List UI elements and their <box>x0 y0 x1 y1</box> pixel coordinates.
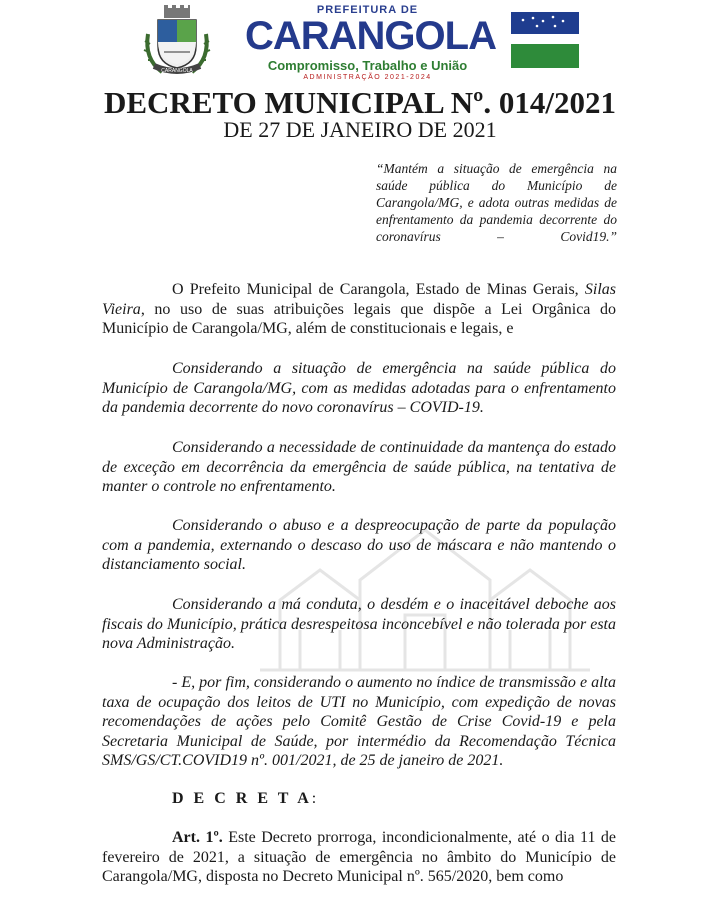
preamble-paragraph <box>102 280 616 339</box>
coat-of-arms-icon <box>140 4 214 78</box>
whereas-text-3: Considerando o abuso e a despreocupação de parte da população com a pandemia, externando o descaso do uso de máscara e não mantendo o distanciamento social. <box>102 517 616 574</box>
decree-title: DECRETO MUNICIPAL Nº. 014/2021 <box>103 85 616 120</box>
whereas-text-4: Considerando a má conduta, o desdém e o inaceitável deboche aos fiscais do Município, prática desrespeitosa inconcebível e não tolerada por esta nova Administração. <box>102 596 616 653</box>
decreta-word: D E C R E T A <box>172 790 312 807</box>
decree-summary <box>376 160 617 245</box>
article-1-text: Este Decreto prorroga, incondicionalmente, até o dia 11 de fevereiro de 2021, a situação de emergência no âmbito do Município de Carangola/MG, disposta no Decreto Municipal nº. 565/2020, bem como <box>102 829 617 886</box>
municipal-flag-icon <box>511 12 579 68</box>
whereas-text-5: - E, por fim, considerando o aumento no índice de transmissão e alta taxa de ocupação dos leitos de UTI no Município, com expedição de novas recomendações de ações pelo Comitê Gestão de Crise Covid-19 e pela Secretaria Municipal de Saúde, por intermédio da Recomendação Técnica SMS/GS/CT.COVID19 nº. 001/2021, de 25 de janeiro de 2021. <box>102 674 616 770</box>
logo-city-name: CARANGOLA <box>245 14 496 58</box>
whereas-clause-1 <box>102 359 616 418</box>
article-1-label: Art. 1º. <box>172 829 223 846</box>
decree-date: DE 27 DE JANEIRO DE 2021 <box>223 117 497 142</box>
whereas-clause-5 <box>102 673 616 771</box>
logo-prefeitura-text: PREFEITURA DE <box>316 4 419 16</box>
decreta-colon: : <box>311 790 317 807</box>
whereas-text-2: Considerando a necessidade de continuidade da mantença do estado de exceção em decorrência da emergência de saúde pública, na tentativa de manter o controle no enfrentamento. <box>102 439 616 496</box>
whereas-text-1: Considerando a situação de emergência na saúde pública do Município de Carangola/MG, com as medidas adotadas para o enfrentamento da pandemia decorrente do novo coronavírus – COVID-19. <box>102 360 616 417</box>
decreta-heading <box>172 790 316 808</box>
letterhead <box>0 0 720 86</box>
prefeitura-logo <box>245 2 496 86</box>
mayor-name: Silas Vieira <box>102 281 616 318</box>
whereas-clause-4 <box>102 595 616 654</box>
decree-summary-text: “Mantém a situação de emergência na saúde pública do Município de Carangola/MG, e adota outras medidas de enfrentamento da pandemia decorrente do coronavírus – Covid19.” <box>376 161 617 244</box>
whereas-clause-3 <box>102 516 616 575</box>
preamble-text-b: , no uso de suas atribuições legais que dispõe a Lei Orgânica do Município de Carangola/MG, além de constitucionais e legais, e <box>102 300 616 338</box>
article-1 <box>102 828 616 887</box>
logo-administration: ADMINISTRAÇÃO 2021-2024 <box>303 74 432 81</box>
whereas-clause-2 <box>102 438 616 497</box>
crest-label: CARANGOLA <box>161 68 193 74</box>
logo-slogan: Compromisso, Trabalho e União <box>267 58 468 73</box>
preamble-text-a: O Prefeito Municipal de Carangola, Estado de Minas Gerais, <box>172 281 585 298</box>
